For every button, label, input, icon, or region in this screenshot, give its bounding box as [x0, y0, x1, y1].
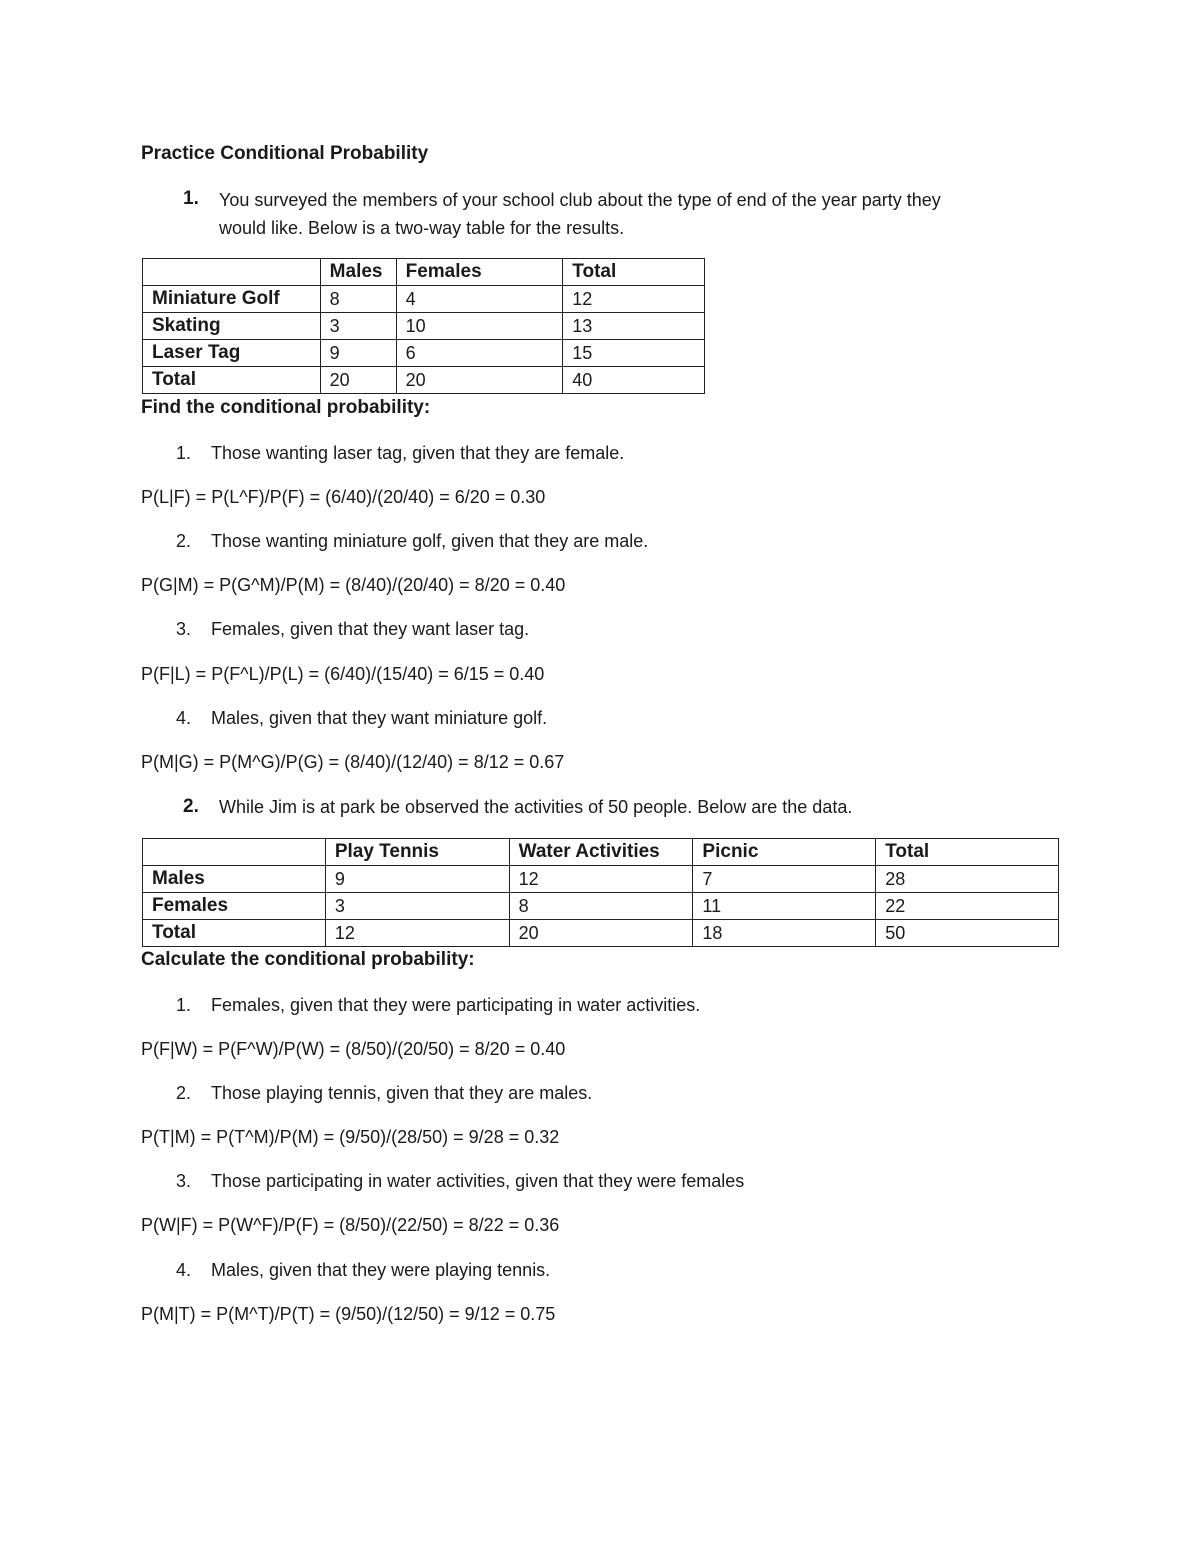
list-item: [176, 1171, 744, 1192]
table-cell: 8: [320, 286, 396, 313]
table-cell: 15: [563, 340, 705, 367]
list-item-number: 3.: [176, 619, 192, 639]
table-cell: 7: [693, 866, 876, 893]
question-1-number: 1.: [183, 188, 199, 209]
row-header-cell: Total: [143, 920, 326, 947]
table-cell: 40: [563, 367, 705, 394]
table-cell: 12: [325, 920, 509, 947]
table-row: [143, 340, 705, 367]
table-cell: 12: [509, 866, 693, 893]
table-header-cell: Females: [396, 259, 563, 286]
answer-line: P(M|G) = P(M^G)/P(G) = (8/40)/(12/40) = 8/12 = 0.67: [141, 752, 565, 772]
table-row: [143, 313, 705, 340]
row-header-cell: Laser Tag: [143, 340, 321, 367]
question-2-text: While Jim is at park be observed the activities of 50 people. Below are the data.: [219, 797, 853, 817]
question-1-text-line1: You surveyed the members of your school club about the type of end of the year party they: [219, 190, 941, 210]
list-item-number: 2.: [176, 1083, 192, 1103]
table-header-cell: Picnic: [693, 839, 876, 866]
list-item-text: Those wanting laser tag, given that they are female.: [211, 443, 625, 463]
table-header-cell: Total: [876, 839, 1059, 866]
row-header-cell: Skating: [143, 313, 321, 340]
table-cell: 9: [325, 866, 509, 893]
page-title: Practice Conditional Probability: [141, 143, 429, 164]
list-item-number: 4.: [176, 1260, 192, 1280]
question-1-instruction: Find the conditional probability:: [141, 397, 431, 418]
table-row: [143, 893, 1059, 920]
answer-line: P(F|L) = P(F^L)/P(L) = (6/40)/(15/40) = 6/15 = 0.40: [141, 664, 545, 684]
table-cell: 18: [693, 920, 876, 947]
list-item: [176, 619, 529, 640]
table-header-cell: [143, 259, 321, 286]
table-cell: 20: [396, 367, 563, 394]
table-row: [143, 286, 705, 313]
list-item: [176, 443, 624, 464]
table-cell: 12: [563, 286, 705, 313]
question-2-number: 2.: [183, 796, 199, 817]
list-item-number: 1.: [176, 443, 192, 463]
row-header-cell: Miniature Golf: [143, 286, 321, 313]
table-cell: 13: [563, 313, 705, 340]
list-item: [176, 995, 700, 1016]
list-item: [176, 1083, 592, 1104]
table-cell: 3: [325, 893, 509, 920]
list-item-number: 2.: [176, 531, 192, 551]
table-header-cell: Total: [563, 259, 705, 286]
list-item: [176, 531, 648, 552]
table-header-row: [143, 839, 1059, 866]
row-header-cell: Total: [143, 367, 321, 394]
answer-line: P(G|M) = P(G^M)/P(M) = (8/40)/(20/40) = 8/20 = 0.40: [141, 575, 566, 595]
list-item-text: Those playing tennis, given that they are males.: [211, 1083, 593, 1103]
table-row: [143, 866, 1059, 893]
table-cell: 10: [396, 313, 563, 340]
park-activities-table: [142, 838, 1059, 947]
table-cell: 20: [509, 920, 693, 947]
row-header-cell: Males: [143, 866, 326, 893]
answer-line: P(F|W) = P(F^W)/P(W) = (8/50)/(20/50) = 8/20 = 0.40: [141, 1039, 566, 1059]
table-cell: 9: [320, 340, 396, 367]
answer-line: P(L|F) = P(L^F)/P(F) = (6/40)/(20/40) = 6/20 = 0.30: [141, 487, 546, 507]
table-cell: 4: [396, 286, 563, 313]
table-cell: 11: [693, 893, 876, 920]
table-cell: 28: [876, 866, 1059, 893]
table-header-cell: [143, 839, 326, 866]
table-header-cell: Water Activities: [509, 839, 693, 866]
list-item: [176, 708, 547, 729]
table-cell: 6: [396, 340, 563, 367]
answer-line: P(W|F) = P(W^F)/P(F) = (8/50)/(22/50) = 8/22 = 0.36: [141, 1215, 560, 1235]
list-item-number: 4.: [176, 708, 192, 728]
question-1-text-line2: would like. Below is a two-way table for the results.: [219, 218, 625, 238]
table-header-cell: Play Tennis: [325, 839, 509, 866]
list-item-number: 1.: [176, 995, 192, 1015]
list-item-text: Females, given that they were participating in water activities.: [211, 995, 701, 1015]
party-survey-table: [142, 258, 705, 394]
table-cell: 20: [320, 367, 396, 394]
list-item-number: 3.: [176, 1171, 192, 1191]
list-item-text: Females, given that they want laser tag.: [211, 619, 530, 639]
row-header-cell: Females: [143, 893, 326, 920]
list-item: [176, 1260, 550, 1281]
table-cell: 50: [876, 920, 1059, 947]
table-row: [143, 920, 1059, 947]
table-cell: 22: [876, 893, 1059, 920]
list-item-text: Those participating in water activities, given that they were females: [211, 1171, 745, 1191]
table-cell: 3: [320, 313, 396, 340]
table-header-row: [143, 259, 705, 286]
answer-line: P(M|T) = P(M^T)/P(T) = (9/50)/(12/50) = 9/12 = 0.75: [141, 1304, 556, 1324]
question-2-instruction: Calculate the conditional probability:: [141, 949, 475, 970]
table-header-cell: Males: [320, 259, 396, 286]
list-item-text: Those wanting miniature golf, given that they are male.: [211, 531, 649, 551]
list-item-text: Males, given that they want miniature golf.: [211, 708, 548, 728]
table-row: [143, 367, 705, 394]
answer-line: P(T|M) = P(T^M)/P(M) = (9/50)/(28/50) = 9/28 = 0.32: [141, 1127, 560, 1147]
table-cell: 8: [509, 893, 693, 920]
list-item-text: Males, given that they were playing tennis.: [211, 1260, 551, 1280]
